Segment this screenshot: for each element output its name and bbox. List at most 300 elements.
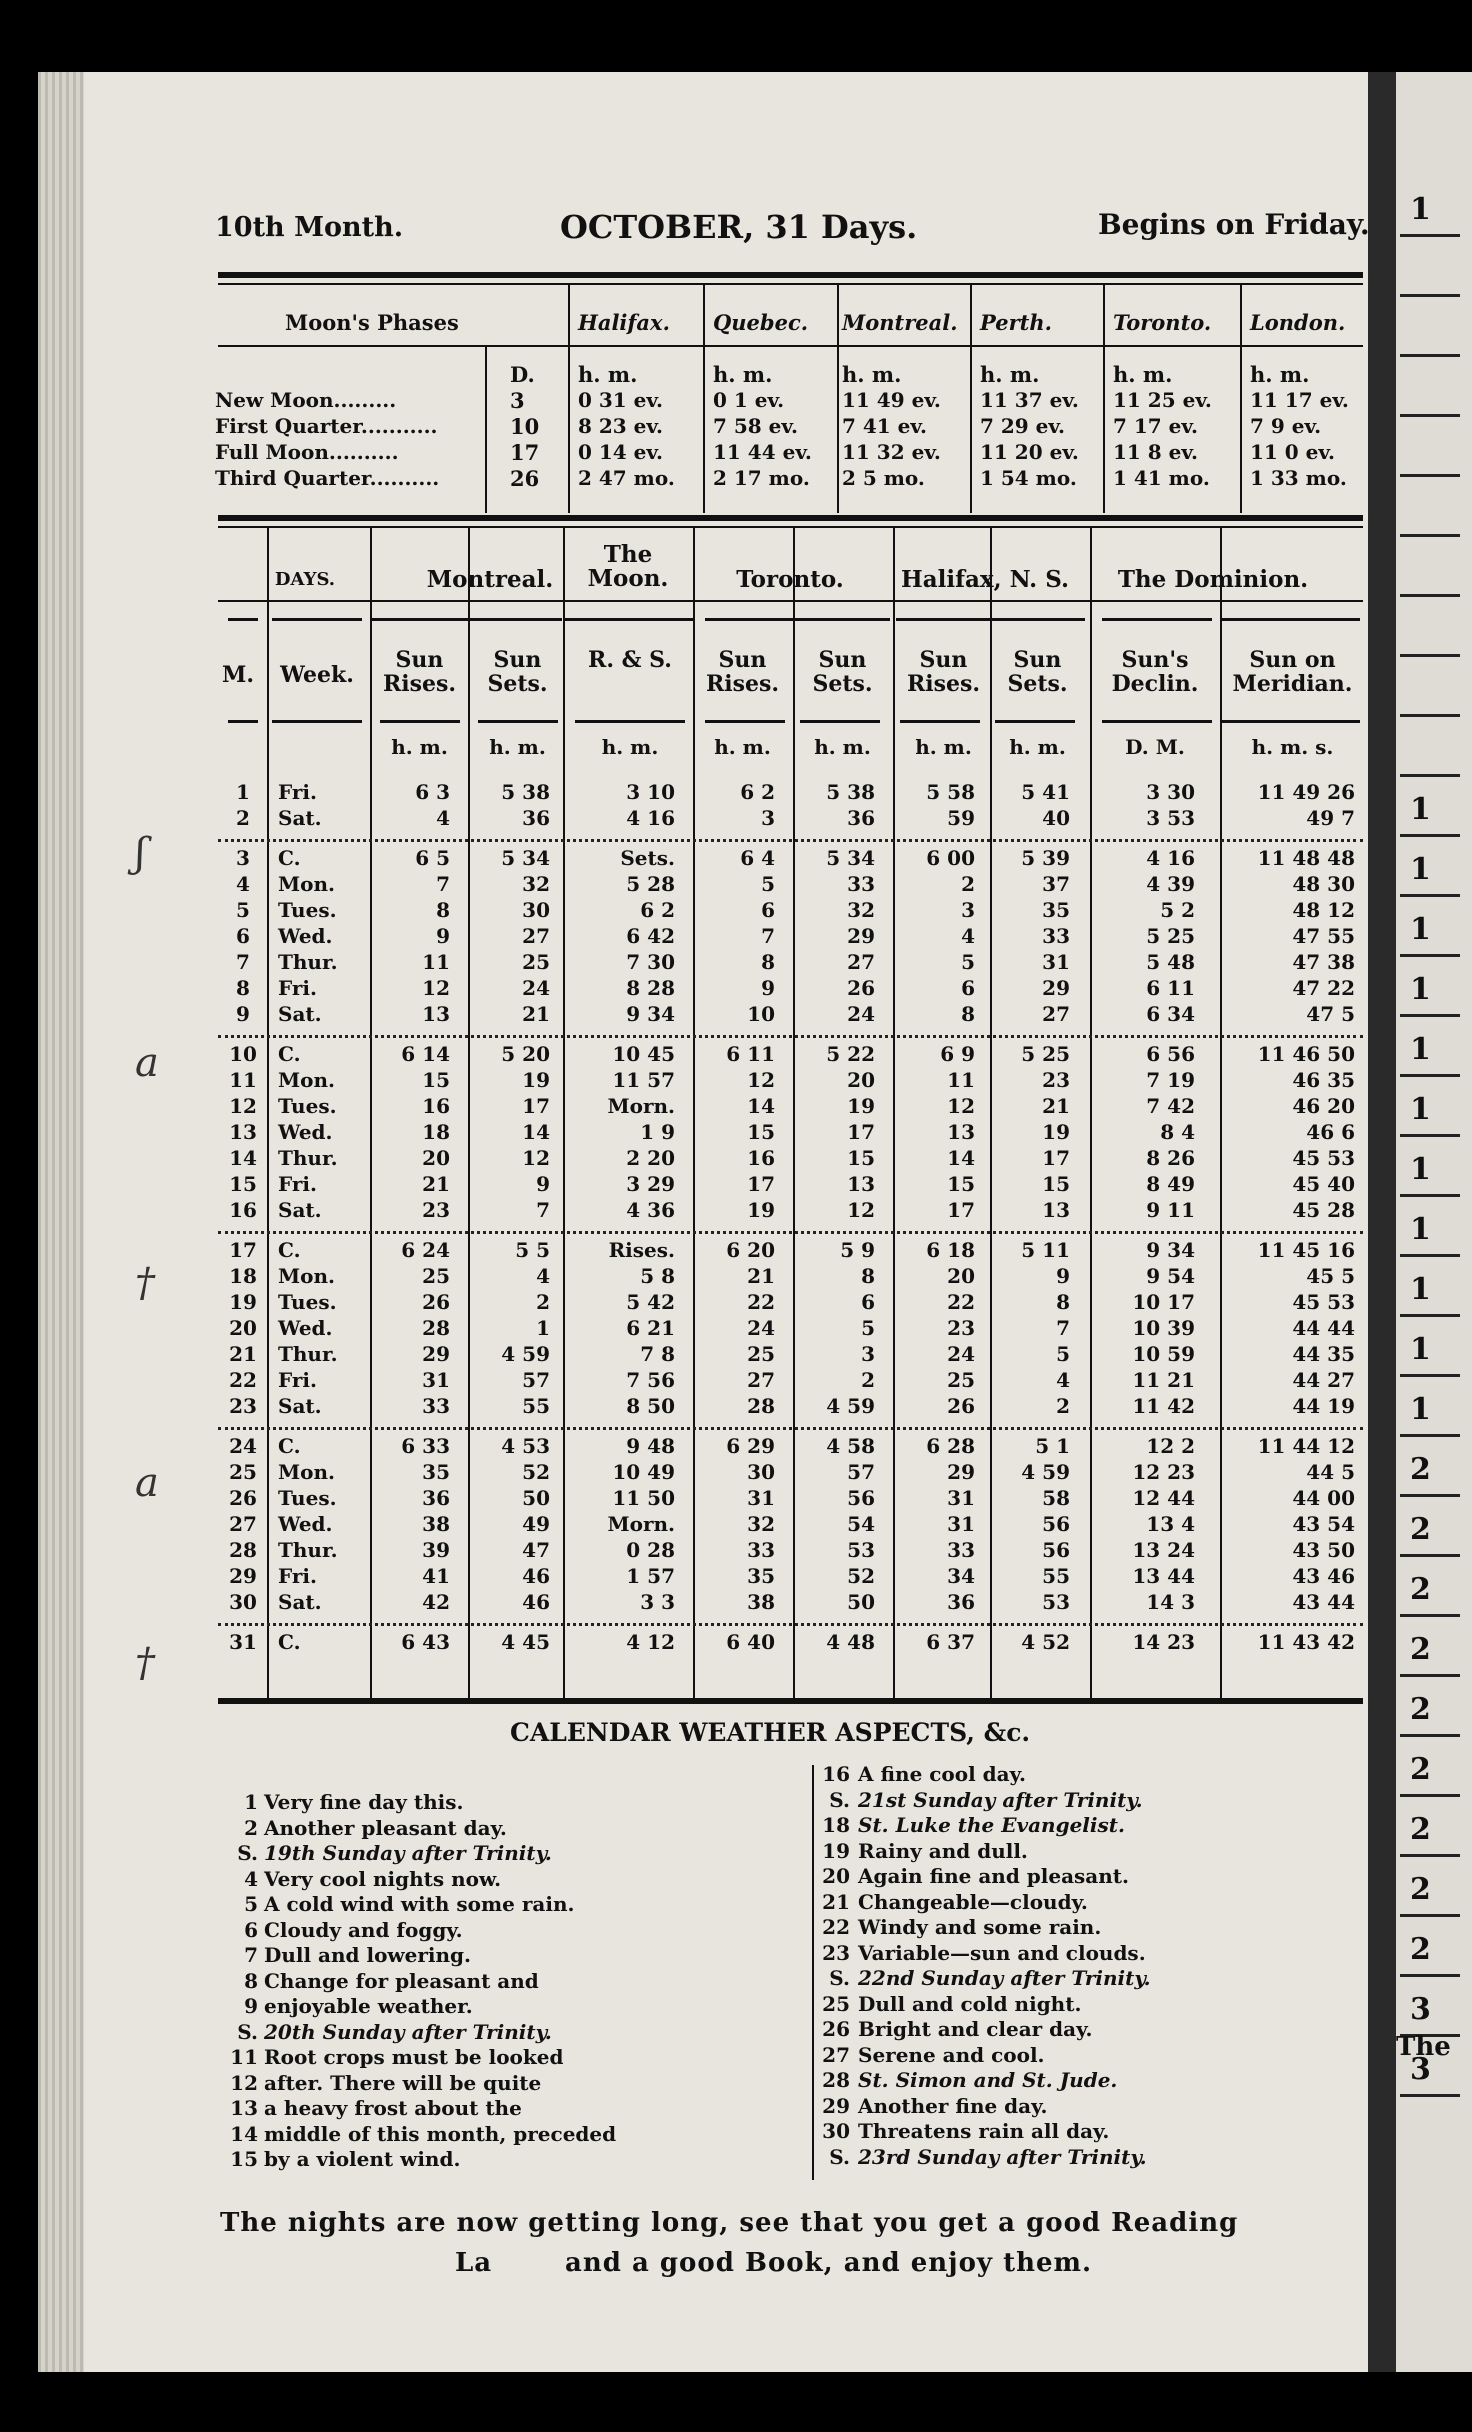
table-cell: 42 — [422, 1590, 450, 1614]
table-cell: 15 — [1042, 1172, 1070, 1196]
table-cell: 6 — [961, 976, 975, 1000]
col-rule — [793, 528, 795, 1698]
table-cell: 6 11 — [1146, 976, 1195, 1000]
col-head-6: Sun Sets. — [812, 647, 873, 697]
weather-day: 14 — [230, 2121, 258, 2146]
table-cell: 33 — [747, 1538, 775, 1562]
table-cell: 43 44 — [1292, 1590, 1355, 1614]
table-cell: 21 — [522, 1002, 550, 1026]
facing-page-number: 1 — [1410, 792, 1431, 827]
weather-title: CALENDAR WEATHER ASPECTS, &c. — [510, 1718, 1031, 1747]
week-day: Wed. — [278, 924, 333, 948]
table-cell: 57 — [847, 1460, 875, 1484]
weather-day: S. — [829, 1787, 850, 1812]
day-number: 25 — [229, 1460, 257, 1484]
facing-page-rule — [1400, 1314, 1460, 1317]
rule — [218, 283, 1363, 285]
weather-text: 22nd Sunday after Trinity. — [858, 1966, 1151, 1990]
table-cell: 17 — [1042, 1146, 1070, 1170]
group-head-2: The Moon. — [587, 541, 669, 592]
weather-text: St. Simon and St. Jude. — [858, 2068, 1118, 2092]
weather-text: 19th Sunday after Trinity. — [264, 1841, 552, 1865]
dotted-rule — [218, 1035, 1363, 1038]
day-number: 13 — [229, 1120, 257, 1144]
table-cell: 15 — [422, 1068, 450, 1092]
table-cell: 16 — [422, 1094, 450, 1118]
table-cell: 9 — [761, 976, 775, 1000]
table-cell: 12 — [947, 1094, 975, 1118]
hm-label: h. m. — [980, 362, 1040, 387]
table-cell: 11 46 50 — [1257, 1042, 1355, 1066]
table-cell: 6 29 — [726, 1434, 775, 1458]
table-cell: 13 24 — [1132, 1538, 1195, 1562]
table-cell: 4 36 — [626, 1198, 675, 1222]
weather-day: 26 — [822, 2017, 850, 2041]
table-cell: 57 — [522, 1368, 550, 1392]
table-cell: 6 3 — [415, 780, 450, 804]
table-cell: Sets. — [620, 846, 675, 870]
day-number: 28 — [229, 1538, 257, 1562]
phase-time: 1 41 mo. — [1113, 466, 1210, 490]
phase-place-4: Toronto. — [1113, 310, 1212, 335]
facing-page-rule — [1400, 894, 1460, 897]
rule — [575, 720, 685, 723]
col-unit-6: h. m. — [814, 735, 871, 759]
facing-page-rule — [1400, 1254, 1460, 1257]
phase-place-2: Montreal. — [842, 310, 958, 335]
col-rule — [468, 528, 470, 1698]
table-cell: 28 — [422, 1316, 450, 1340]
table-cell: 14 23 — [1132, 1630, 1195, 1654]
rule — [218, 600, 1363, 602]
table-cell: 4 48 — [826, 1630, 875, 1654]
table-cell: 4 53 — [501, 1434, 550, 1458]
facing-page-number: 1 — [1410, 1392, 1431, 1427]
table-cell: 2 — [961, 872, 975, 896]
table-cell: 58 — [1042, 1486, 1070, 1510]
table-cell: 6 56 — [1146, 1042, 1195, 1066]
rule — [372, 618, 562, 621]
week-day: Tues. — [278, 1290, 337, 1314]
table-cell: 10 49 — [612, 1460, 675, 1484]
table-cell: 13 4 — [1146, 1512, 1195, 1536]
table-cell: 3 29 — [626, 1172, 675, 1196]
table-cell: 12 23 — [1132, 1460, 1195, 1484]
table-cell: 11 — [422, 950, 450, 974]
weather-day: 30 — [822, 2119, 850, 2143]
table-cell: 6 00 — [926, 846, 975, 870]
hm-label: h. m. — [713, 362, 773, 387]
weather-text: 23rd Sunday after Trinity. — [858, 2144, 1147, 2169]
week-day: Sat. — [278, 1002, 322, 1026]
table-cell: 59 — [947, 806, 975, 830]
weather-divider — [812, 1765, 814, 2180]
table-cell: 4 — [961, 924, 975, 948]
weather-text: Variable—sun and clouds. — [858, 1940, 1146, 1965]
col-unit-2: h. m. — [391, 735, 448, 759]
table-cell: 7 — [1056, 1316, 1070, 1340]
phase-day: 10 — [510, 414, 540, 439]
facing-page-number: 1 — [1410, 912, 1431, 947]
table-cell: 52 — [847, 1564, 875, 1588]
day-number: 6 — [236, 924, 250, 948]
table-cell: 31 — [947, 1486, 975, 1510]
facing-page-number: 3 — [1410, 1992, 1431, 2027]
table-cell: 7 — [536, 1198, 550, 1222]
table-cell: 6 11 — [726, 1042, 775, 1066]
table-cell: 4 — [436, 806, 450, 830]
table-cell: 6 28 — [926, 1434, 975, 1458]
table-cell: 36 — [847, 806, 875, 830]
weather-text: after. There will be quite — [264, 2070, 542, 2095]
table-cell: 54 — [847, 1512, 875, 1536]
dotted-rule — [218, 1623, 1363, 1626]
phase-day: 17 — [510, 440, 540, 465]
rule — [478, 720, 558, 723]
table-cell: 6 — [861, 1290, 875, 1314]
phase-time: 7 29 ev. — [980, 414, 1065, 438]
margin-mark: † — [135, 1260, 155, 1306]
col-unit-4: h. m. — [601, 735, 659, 759]
table-cell: 5 28 — [626, 872, 675, 896]
facing-page-number: 1 — [1410, 852, 1431, 887]
table-cell: 27 — [522, 924, 550, 948]
table-cell: 3 30 — [1146, 780, 1195, 804]
table-cell: 47 38 — [1292, 950, 1355, 974]
table-cell: 23 — [947, 1316, 975, 1340]
table-cell: 46 — [522, 1564, 550, 1588]
table-cell: 26 — [422, 1290, 450, 1314]
table-cell: 5 11 — [1021, 1238, 1070, 1262]
footer-line-2b: and a good Book, and enjoy them. — [565, 2248, 1093, 2278]
table-cell: 11 43 42 — [1257, 1630, 1355, 1654]
table-cell: 6 24 — [401, 1238, 450, 1262]
table-cell: 6 2 — [740, 780, 775, 804]
facing-page-number: 2 — [1410, 1752, 1431, 1787]
table-cell: 8 — [436, 898, 450, 922]
table-cell: 6 34 — [1146, 1002, 1195, 1026]
facing-page-rule — [1400, 294, 1460, 297]
table-cell: 16 — [747, 1146, 775, 1170]
facing-page-rule — [1400, 2094, 1460, 2097]
table-cell: 47 5 — [1306, 1002, 1355, 1026]
weather-day: 1 — [244, 1790, 258, 1814]
weather-day: 18 — [822, 1813, 850, 1837]
hm-label: h. m. — [1250, 362, 1310, 387]
table-cell: 17 — [747, 1172, 775, 1196]
weather-day: 22 — [822, 1915, 850, 1939]
col-head-4: R. & S. — [588, 647, 672, 673]
facing-page-number: 1 — [1410, 1272, 1431, 1307]
weather-text: enjoyable weather. — [264, 1994, 473, 2018]
rule — [896, 618, 991, 621]
table-cell: 26 — [847, 976, 875, 1000]
facing-page-number: 3 — [1410, 2052, 1431, 2087]
rule — [218, 345, 1363, 347]
margin-mark: ʃ — [135, 830, 146, 876]
week-day: Sat. — [278, 806, 322, 830]
table-cell: 24 — [947, 1342, 975, 1366]
day-number: 26 — [229, 1486, 257, 1510]
facing-page-rule — [1400, 1074, 1460, 1077]
col-rule — [990, 528, 992, 1698]
phase-time: 0 1 ev. — [713, 388, 785, 412]
phase-time: 2 17 mo. — [713, 466, 810, 490]
phase-time: 11 17 ev. — [1250, 388, 1349, 412]
table-cell: 8 50 — [626, 1394, 675, 1418]
phase-name: New Moon......... — [215, 388, 397, 412]
table-cell: 5 42 — [626, 1290, 675, 1314]
day-number: 8 — [236, 976, 250, 1000]
table-cell: 5 39 — [1021, 846, 1070, 870]
group-head-5: The Dominion. — [1117, 566, 1309, 593]
day-number: 29 — [229, 1564, 257, 1588]
table-cell: 19 — [522, 1068, 550, 1092]
phase-time: 0 14 ev. — [578, 440, 663, 464]
phase-name: Third Quarter.......... — [215, 466, 440, 490]
table-cell: 9 34 — [1146, 1238, 1195, 1262]
table-cell: 20 — [847, 1068, 875, 1092]
table-cell: 8 — [861, 1264, 875, 1288]
table-cell: 36 — [947, 1590, 975, 1614]
table-cell: 11 49 26 — [1257, 780, 1355, 804]
week-day: Thur. — [278, 950, 338, 974]
rule — [800, 720, 880, 723]
weather-text: Another pleasant day. — [264, 1815, 507, 1840]
table-cell: 53 — [1042, 1590, 1070, 1614]
facing-page-number: 2 — [1410, 1692, 1431, 1727]
table-cell: 24 — [747, 1316, 775, 1340]
table-cell: 11 — [947, 1068, 975, 1092]
table-cell: 4 45 — [501, 1630, 550, 1654]
table-cell: 53 — [847, 1538, 875, 1562]
table-cell: 25 — [522, 950, 550, 974]
table-cell: 28 — [747, 1394, 775, 1418]
table-cell: 29 — [947, 1460, 975, 1484]
weather-text: Another fine day. — [858, 2093, 1048, 2118]
phase-time: 2 47 mo. — [578, 466, 675, 490]
table-cell: 9 54 — [1146, 1264, 1195, 1288]
phase-time: 2 5 mo. — [842, 466, 925, 490]
weather-text: Cloudy and foggy. — [264, 1917, 463, 1942]
week-day: C. — [278, 1042, 301, 1066]
margin-mark: † — [135, 1640, 155, 1686]
facing-page-rule — [1400, 654, 1460, 657]
table-cell: 12 — [522, 1146, 550, 1170]
week-day: Thur. — [278, 1342, 338, 1366]
page-title: OCTOBER, 31 Days. — [560, 208, 918, 246]
table-cell: Rises. — [608, 1238, 675, 1262]
table-cell: 27 — [747, 1368, 775, 1392]
table-cell: 38 — [747, 1590, 775, 1614]
weather-day: 25 — [822, 1991, 850, 2016]
table-cell: 14 — [522, 1120, 550, 1144]
table-cell: 45 5 — [1306, 1264, 1355, 1288]
phase-time: 11 44 ev. — [713, 440, 812, 464]
table-cell: 44 00 — [1292, 1486, 1355, 1510]
table-cell: 5 25 — [1021, 1042, 1070, 1066]
facing-page-rule — [1400, 834, 1460, 837]
table-cell: 11 44 12 — [1257, 1434, 1355, 1458]
table-cell: 9 34 — [626, 1002, 675, 1026]
table-cell: 44 5 — [1306, 1460, 1355, 1484]
day-number: 12 — [229, 1094, 257, 1118]
table-cell: 50 — [522, 1486, 550, 1510]
table-cell: 13 — [422, 1002, 450, 1026]
facing-page-rule — [1400, 1374, 1460, 1377]
day-number: 21 — [229, 1342, 257, 1366]
table-cell: 5 25 — [1146, 924, 1195, 948]
rule — [900, 720, 980, 723]
table-cell: 35 — [747, 1564, 775, 1588]
table-cell: 43 46 — [1292, 1564, 1355, 1588]
col-head-1: Week. — [280, 662, 354, 688]
weather-day: S. — [237, 2019, 258, 2044]
weather-day: S. — [237, 1841, 258, 1865]
phase-day: 26 — [510, 466, 540, 491]
table-cell: 32 — [747, 1512, 775, 1536]
table-cell: 8 26 — [1146, 1146, 1195, 1170]
col-rule — [893, 528, 895, 1698]
weather-day: 23 — [822, 1940, 850, 1965]
footer-line-2a: La — [455, 2248, 493, 2278]
table-cell: 56 — [1042, 1512, 1070, 1536]
weather-day: 16 — [822, 1762, 850, 1786]
week-day: Mon. — [278, 1460, 335, 1484]
day-number: 23 — [229, 1394, 257, 1418]
table-cell: 11 48 48 — [1257, 846, 1355, 870]
phase-time: 11 37 ev. — [980, 388, 1079, 412]
facing-page-number: 1 — [1410, 1332, 1431, 1367]
week-day: Fri. — [278, 780, 317, 804]
table-cell: 49 7 — [1306, 806, 1355, 830]
table-cell: 5 48 — [1146, 950, 1195, 974]
weather-day: 2 — [244, 1815, 258, 1840]
day-number: 18 — [229, 1264, 257, 1288]
day-number: 14 — [229, 1146, 257, 1170]
table-cell: 44 27 — [1292, 1368, 1355, 1392]
rule — [218, 526, 1363, 528]
table-cell: 4 12 — [626, 1630, 675, 1654]
table-cell: 45 40 — [1292, 1172, 1355, 1196]
table-cell: 33 — [847, 872, 875, 896]
table-cell: 36 — [422, 1486, 450, 1510]
weather-day: 6 — [244, 1917, 258, 1942]
table-cell: 12 — [747, 1068, 775, 1092]
facing-page-rule — [1400, 1854, 1460, 1857]
day-number: 15 — [229, 1172, 257, 1196]
table-cell: 38 — [422, 1512, 450, 1536]
book-gutter — [1368, 72, 1396, 2372]
margin-mark: a — [135, 1040, 159, 1086]
col-rule — [1240, 283, 1242, 513]
footer-line-1: The nights are now getting long, see that you get a good Reading — [220, 2208, 1239, 2238]
day-number: 4 — [236, 872, 250, 896]
rule — [1222, 720, 1360, 723]
col-head-0: M. — [221, 662, 254, 688]
table-cell: 5 — [861, 1316, 875, 1340]
table-cell: 39 — [422, 1538, 450, 1562]
table-cell: 6 43 — [401, 1630, 450, 1654]
table-cell: 3 3 — [640, 1590, 675, 1614]
col-rule — [1090, 528, 1092, 1698]
table-cell: 4 52 — [1021, 1630, 1070, 1654]
week-day: Tues. — [278, 1094, 337, 1118]
table-cell: 5 8 — [640, 1264, 675, 1288]
table-cell: 17 — [522, 1094, 550, 1118]
week-day: Thur. — [278, 1538, 338, 1562]
rule — [1222, 618, 1360, 621]
table-cell: 12 2 — [1146, 1434, 1195, 1458]
table-cell: 18 — [422, 1120, 450, 1144]
table-cell: 14 — [747, 1094, 775, 1118]
table-cell: 10 39 — [1132, 1316, 1195, 1340]
table-cell: 3 10 — [626, 780, 675, 804]
day-number: 20 — [229, 1316, 257, 1340]
facing-page-rule — [1400, 1914, 1460, 1917]
phase-time: 1 33 mo. — [1250, 466, 1347, 490]
table-cell: 55 — [1042, 1564, 1070, 1588]
table-cell: 47 55 — [1292, 924, 1355, 948]
weather-text: Dull and cold night. — [858, 1991, 1082, 2016]
weather-day: 7 — [244, 1943, 258, 1967]
table-cell: 8 4 — [1160, 1120, 1195, 1144]
facing-page — [1396, 72, 1472, 2372]
week-day: C. — [278, 1238, 301, 1262]
facing-page-number: 1 — [1410, 1092, 1431, 1127]
rule — [1102, 618, 1212, 621]
table-cell: 9 — [536, 1172, 550, 1196]
facing-page-number: 1 — [1410, 192, 1431, 227]
col-rule — [970, 283, 972, 513]
table-cell: 5 1 — [1035, 1434, 1070, 1458]
table-cell: 11 50 — [612, 1486, 675, 1510]
weather-text: Bright and clear day. — [858, 2017, 1093, 2041]
week-day: C. — [278, 846, 301, 870]
weather-text: St. Luke the Evangelist. — [858, 1813, 1125, 1837]
day-number: 27 — [229, 1512, 257, 1536]
week-day: Mon. — [278, 1068, 335, 1092]
facing-page-rule — [1400, 1614, 1460, 1617]
phase-time: 1 54 mo. — [980, 466, 1077, 490]
table-cell: 21 — [1042, 1094, 1070, 1118]
table-cell: 17 — [947, 1198, 975, 1222]
week-day: Sat. — [278, 1590, 322, 1614]
hm-label: h. m. — [578, 362, 638, 387]
day-number: 16 — [229, 1198, 257, 1222]
rule — [272, 618, 362, 621]
facing-page-number: 1 — [1410, 972, 1431, 1007]
table-cell: 6 33 — [401, 1434, 450, 1458]
table-cell: 4 16 — [1146, 846, 1195, 870]
table-cell: 5 2 — [1160, 898, 1195, 922]
table-cell: 41 — [422, 1564, 450, 1588]
table-cell: 8 — [1056, 1290, 1070, 1314]
d-label: D. — [510, 362, 535, 387]
table-cell: 1 57 — [626, 1564, 675, 1588]
table-cell: 7 8 — [640, 1342, 675, 1366]
facing-page-rule — [1400, 594, 1460, 597]
table-cell: 6 14 — [401, 1042, 450, 1066]
table-cell: 4 58 — [826, 1434, 875, 1458]
table-cell: 22 — [747, 1290, 775, 1314]
table-cell: 56 — [1042, 1538, 1070, 1562]
weather-text: a heavy frost about the — [264, 2096, 522, 2120]
table-cell: 5 — [761, 872, 775, 896]
table-cell: 12 — [847, 1198, 875, 1222]
table-cell: 13 44 — [1132, 1564, 1195, 1588]
hm-label: h. m. — [1113, 362, 1173, 387]
